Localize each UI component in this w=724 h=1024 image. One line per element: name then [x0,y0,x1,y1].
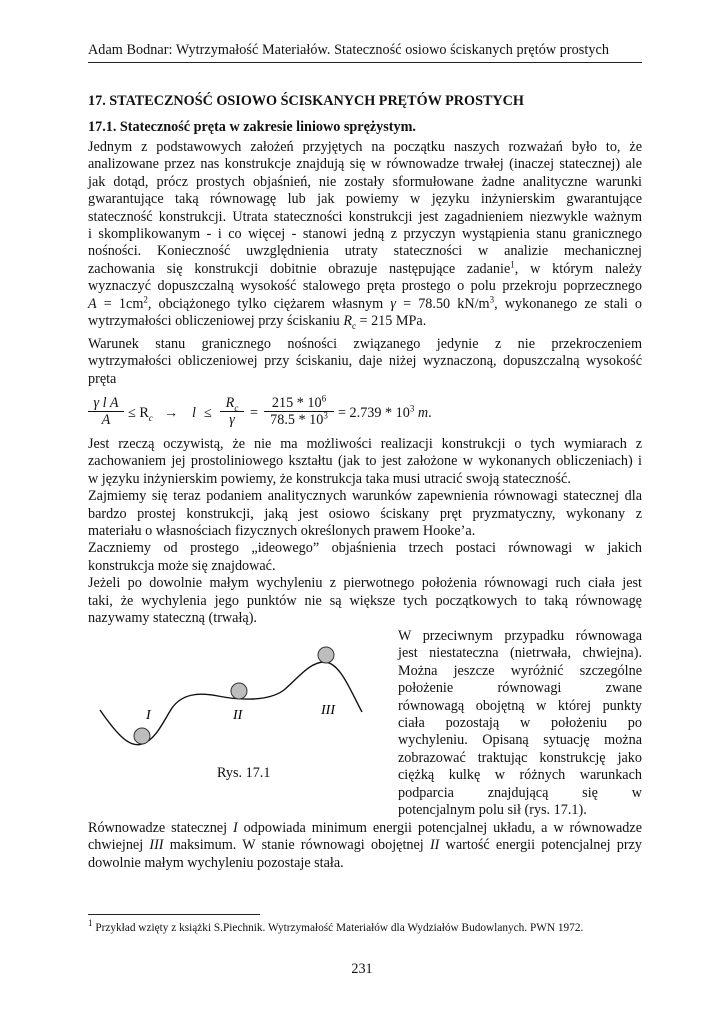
text-line: zachowania się konstrukcji dobitnie obrazuje następujące zadanie$^1$, w którym należy [88,259,642,277]
text-line: dowolnie małym wychyleniu pozostaje stała. [88,854,344,871]
text-line: zachowaniem jej prostoliniowego kształtu (jak to jest założone w wykonanych obliczeniach) i [88,453,642,470]
paragraph-energy [88,820,642,872]
text-line: Jednym z podstawowych założeń przyjętych na początku naszych rozważań było to, że [88,139,642,155]
text-line: Można jeszcze wyróżnić szczególne [398,662,642,679]
section-title: 17. STATECZNOŚĆ OSIOWO ŚCISKANYCH PRĘTÓW PROSTYCH [88,93,524,109]
page-number: 231 [351,961,373,977]
subsection-title: 17.1. Stateczność pręta w zakresie liniowo sprężystym. [88,119,416,135]
text-line: wytrzymałości obliczeniowej przy ściskaniu $R_c = 215$ MPa. [88,312,427,331]
text-line: bardzo prostej konstrukcji, jaką jest osiowo ściskany pręt pryzmatyczny, wykonany z [88,505,642,522]
text-line: Warunek stanu granicznego nośności związanego jedynie z nie przekroczeniem [88,336,642,352]
text-line: nazywamy stateczną (trwałą). [88,609,257,626]
text-line: jak dotąd, prócz prostych objaśnień, nie zostały sformułowane żadne analityczne warunki [88,173,642,190]
figure-caption: Rys. 17.1 [217,765,271,781]
text-line: zobrazować traktując konstrukcję jako [398,749,642,766]
paragraph-intro [88,139,642,330]
header-rule [88,62,642,63]
text-line: i skomplikowanym - i co więcej - stanowi jedną z przyczyn wystąpienia stanu granicznego [88,225,642,242]
text-line: chwiejnej III maksimum. W stanie równowagi obojętnej II wartość energii potencjalnej przy [88,837,643,854]
running-header: Adam Bodnar: Wytrzymałość Materiałów. Stateczność osiowo ściskanych prętów prostych [88,42,610,58]
paragraph-side [398,628,642,819]
text-line: Jeżeli po dowolnie małym wychyleniu z pierwotnego położenia równowagi ruch ciała jest [88,575,642,592]
text-line: ciężką kulkę w różnych warunkach [398,767,642,784]
text-line: materiału o własnościach fizycznych określonych prawem Hooke’a. [88,522,476,539]
text-line: stateczność konstrukcji. Utrata stateczności konstrukcji jest zagadnieniem niezwykle ważnym [88,208,642,225]
fraction-rc-gamma: $\frac{R_c}{\gamma}$ [220,395,244,429]
text-line: położenie równowagi zwane [398,680,642,697]
fraction-lhs: $\frac{\text{γ l A}}{A}$ [88,395,124,429]
text-line: równowagą obojętną w której punkty [398,697,642,714]
text-line: taki, że wychylenia jego punktów nie są większe tych początkowych to taką równowagę [88,592,642,609]
text-line: $A = 1cm^2$, obciążonego tylko ciężarem własnym γ = 78.50 $kN/m^3$, wykonanego ze stali o [88,293,642,312]
text-line: analizowane przez nas konstrukcje znajdują się w równowadze trwałej (inaczej statecznej) ale [88,156,642,173]
text-line: jest niestateczna (nietrwała, chwiejna). [398,645,642,662]
paragraph-condition [88,336,642,388]
text-line: wychyleniu. Opisaną sytuację można [398,732,642,749]
text-line: potencjalnym polu sił (rys. 17.1). [398,801,587,818]
label-II: II [233,708,243,723]
text-line: Jest rzeczą oczywistą, że nie ma możliwości realizacji konstrukcji o tych wymiarach z [88,436,642,452]
paragraph-discussion [88,436,642,627]
label-I: I [146,708,151,723]
text-line: pręta [88,370,117,387]
ball-unstable [318,647,334,663]
text-line: ciała pozostają w położeniu po [398,714,642,731]
text-line: gwarantujące taką równowagę lub jak powiemy w języku inżynierskim gwarantujące [88,191,642,208]
text-line: W przeciwnym przypadku równowaga [398,628,642,644]
text-line: konstrukcja może się znajdować. [88,557,276,574]
footnote: $^1$ Przykład wzięty z książki S.Piechnik. Wytrzymałość Materiałów dla Wydziałów Budowlanych. PWN 1972. [88,918,584,934]
text-line: wytrzymałości obliczeniowej przy ściskaniu, daje niżej wyznaczoną, dopuszczalną wysokość [88,353,642,370]
text-line: wyznaczyć dopuszczalną wysokość stalowego pręta prostego o polu przekroju poprzecznego [88,278,642,295]
text-line: Zajmiemy się teraz podaniem analitycznych warunków zapewnienia równowagi statecznej dla [88,488,642,505]
text-line: Zaczniemy od prostego „ideowego” objaśnienia trzech postaci równowagi w jakich [88,540,642,557]
text-line: Równowadze statecznej I odpowiada minimum energii potencjalnej układu, a w równowadze [88,820,642,836]
ball-neutral [231,683,247,699]
text-line: nośności. Konieczność uwzględnienia utraty stateczności w analizie mechanicznej [88,243,642,260]
text-line: w języku inżynierskim powiemy, że konstrukcja taka musi utracić swoją stateczność. [88,470,571,487]
height-formula: $\frac{\text{γ l A}}{A}$ ≤ $R_c$ → l ≤ $\frac{R_c}{\gamma}$ = $\frac{215 * 10^6}{78.5 * 10^3}$ = $2.739 * 10^3$ m. [88,395,508,435]
footnote-ref: 1 [510,259,515,269]
ball-stable [134,728,150,744]
footnote-rule [88,914,260,915]
fraction-numeric: $\frac{215 * 10^6}{78.5 * 10^3}$ [264,395,334,429]
text-line: podparcia znajdującą się w [398,784,642,801]
label-III: III [321,703,335,718]
